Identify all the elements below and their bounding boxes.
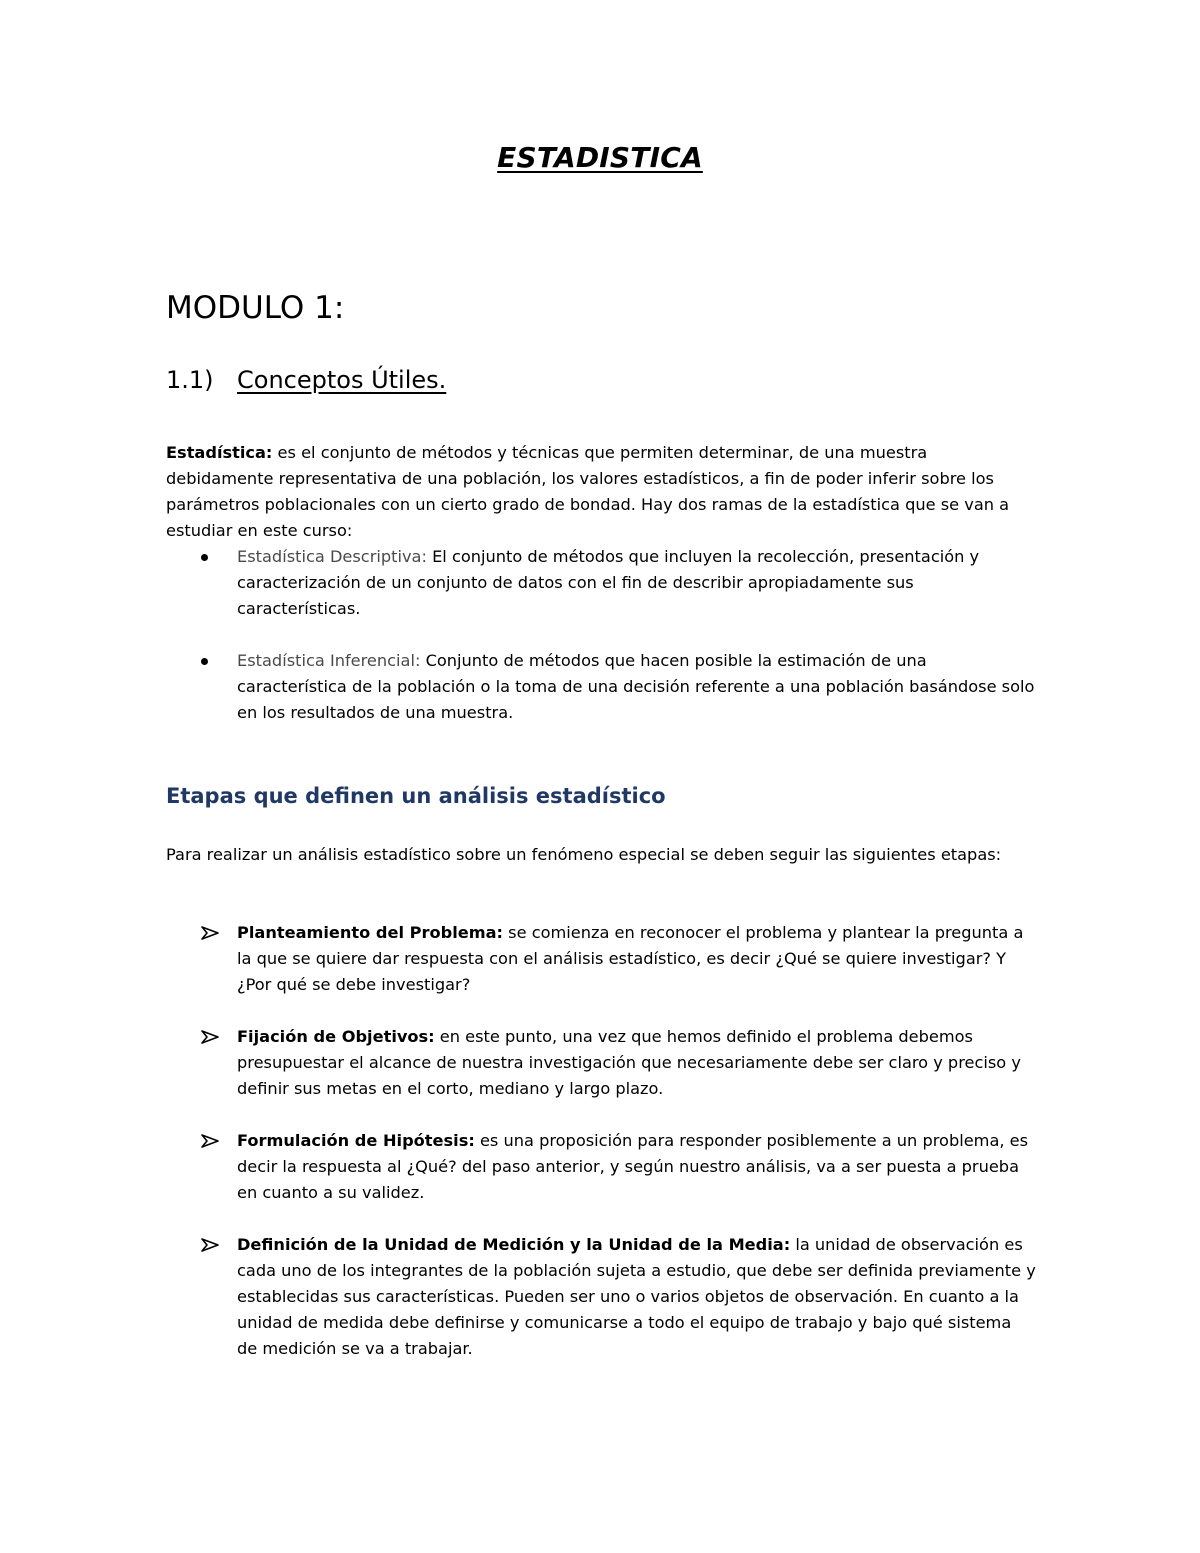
module-heading: MODULO 1: [166, 290, 345, 326]
step-term: Definición de la Unidad de Medición y la Unidad de la Media: [237, 1235, 791, 1254]
step-text: es una proposición para responder posiblemente a un problema, es decir la respuesta al ¿Qué? del paso anterior, y según nuestro análisis, va a ser puesta a prueba en cuanto a su validez. [237, 1131, 1029, 1202]
arrow-right-icon [201, 1030, 219, 1044]
bullet-dot-icon [201, 554, 208, 561]
step-term: Planteamiento del Problema: [237, 923, 504, 942]
bullet-text: Conjunto de métodos que hacen posible la estimación de una característica de la población o la toma de una decisión referente a una población basándose solo en los resultados de una muestra. [237, 651, 1035, 722]
bullet-term: Estadística Descriptiva: [237, 547, 427, 566]
arrow-right-icon [201, 1134, 219, 1148]
stages-heading: Etapas que definen un análisis estadístico [166, 784, 666, 808]
intro-text: es el conjunto de métodos y técnicas que permiten determinar, de una muestra debidamente representativa de una población, los valores estadísticos, a fin de poder inferir sobre los parámetros poblacionales con un cierto grado de bondad. Hay dos ramas de la estadística que se van a estudiar en este curso: [166, 443, 1010, 540]
stages-intro: Para realizar un análisis estadístico sobre un fenómeno especial se deben seguir las siguientes etapas: [166, 845, 1002, 864]
step-term: Formulación de Hipótesis: [237, 1131, 475, 1150]
document-title: ESTADISTICA [497, 141, 703, 174]
intro-paragraph [166, 440, 1036, 544]
list-item [166, 1024, 1036, 1102]
arrow-right-icon [201, 1238, 219, 1252]
list-item [166, 1128, 1036, 1206]
step-text: en este punto, una vez que hemos definido el problema debemos presupuestar el alcance de nuestra investigación que necesariamente debe ser claro y preciso y definir sus metas en el corto, mediano y largo plazo. [237, 1027, 1021, 1098]
step-text: se comienza en reconocer el problema y plantear la pregunta a la que se quiere dar respuesta con el análisis estadístico, es decir ¿Qué se quiere investigar? Y ¿Por qué se debe investigar? [237, 923, 1024, 994]
section-title: Conceptos Útiles. [237, 366, 447, 394]
bullet-text: El conjunto de métodos que incluyen la recolección, presentación y caracterización de un conjunto de datos con el fin de describir apropiadamente sus características. [237, 547, 980, 618]
list-item [166, 920, 1036, 998]
bullet-term: Estadística Inferencial: [237, 651, 421, 670]
stages-list [166, 920, 1036, 1362]
bullet-dot-icon [201, 658, 208, 665]
section-number: 1.1) [166, 366, 214, 394]
list-item [166, 1232, 1036, 1362]
section-heading [166, 366, 446, 394]
list-item [166, 648, 1036, 726]
step-text: la unidad de observación es cada uno de los integrantes de la población sujeta a estudio, que debe ser definida previamente y establecidas sus características. Pueden ser uno o varios objetos de observación. En cuanto a la unidad de medida debe definirse y comunicarse a todo el equipo de trabajo y bajo qué sistema de medición se va a trabajar. [237, 1235, 1036, 1358]
intro-term: Estadística: [166, 443, 273, 462]
arrow-right-icon [201, 926, 219, 940]
branches-list [166, 544, 1036, 726]
step-term: Fijación de Objetivos: [237, 1027, 435, 1046]
list-item [166, 544, 1036, 622]
